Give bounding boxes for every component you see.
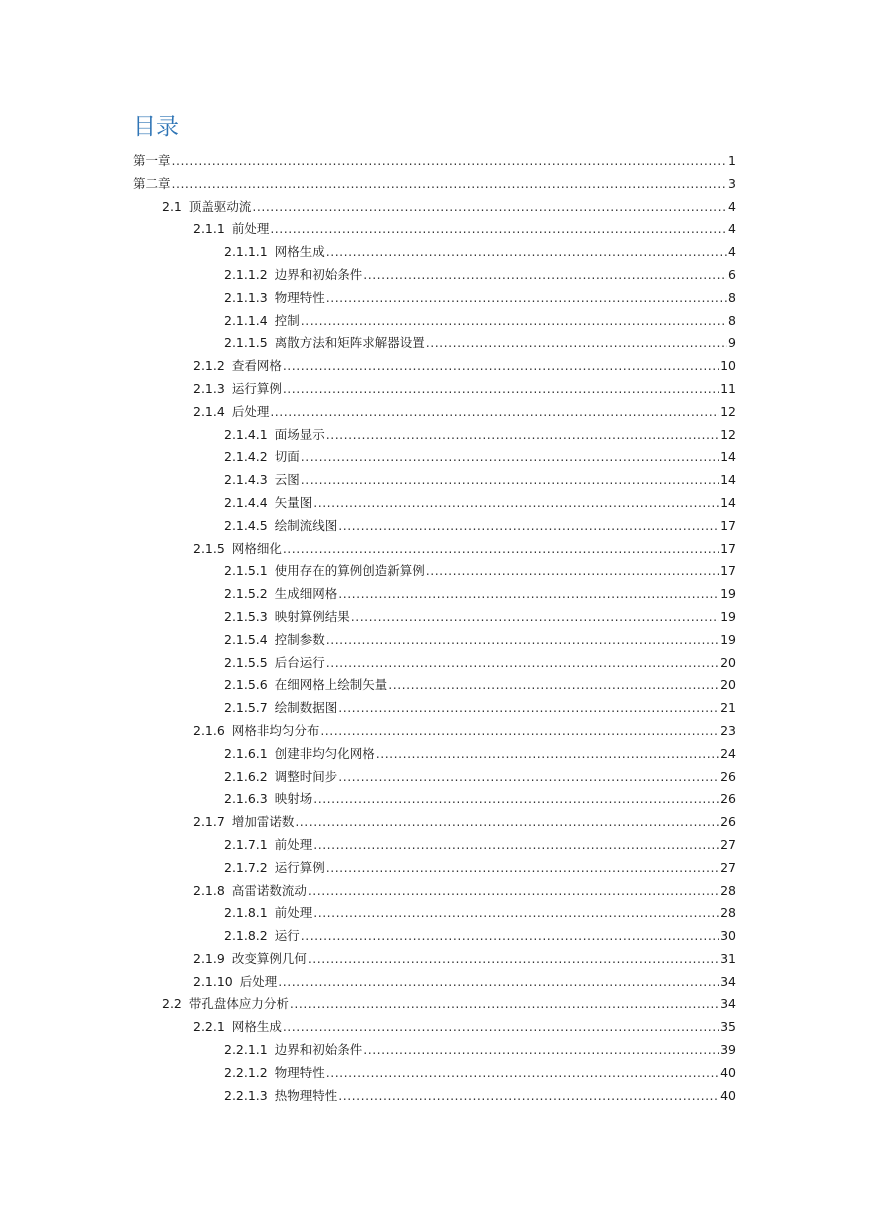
toc-entry-page: 28 [720,882,736,898]
toc-entry-title: 前处理 [231,221,270,237]
toc-entry-page: 3 [728,175,736,191]
toc-entry-page: 31 [720,950,736,966]
toc-entry-title: 绘制流线图 [274,517,338,533]
toc-entry-number: 2.1.7.1 [224,836,268,852]
toc-entry-number: 2.1 [162,198,182,214]
toc-entry-page: 10 [720,358,736,374]
toc-entry-title: 云图 [274,472,300,488]
toc-entry-page: 17 [720,540,736,556]
dot-leader [290,993,719,1016]
toc-entry-page: 11 [720,380,736,396]
toc-entry[interactable] [224,629,736,652]
toc-entry-number: 2.1.1.4 [224,312,268,328]
toc-entry-title: 运行算例 [274,859,325,875]
toc-entry-page: 19 [720,586,736,602]
dot-leader [301,925,719,948]
dot-leader [295,811,719,834]
toc-entry-title: 带孔盘体应力分析 [188,996,289,1012]
toc-entry[interactable] [224,902,736,925]
toc-entry-page: 27 [720,859,736,875]
toc-entry-title: 映射场 [274,791,313,807]
toc-entry[interactable] [133,173,736,196]
toc-entry[interactable] [224,560,736,583]
toc-entry[interactable] [224,287,736,310]
toc-entry-title: 调整时间步 [274,768,338,784]
toc-entry-number: 2.1.4.5 [224,517,268,533]
toc-entry-number: 2.1.5.7 [224,700,268,716]
toc-entry[interactable] [193,1016,736,1039]
dot-leader [363,264,727,287]
toc-entry-page: 26 [720,814,736,830]
toc-entry[interactable] [224,446,736,469]
toc-entry-title: 矢量图 [274,494,313,510]
toc-entry-page: 20 [720,677,736,693]
toc-entry-title: 运行 [274,928,300,944]
toc-entry[interactable] [224,857,736,880]
toc-entry[interactable] [224,264,736,287]
dot-leader [308,948,719,971]
toc-entry[interactable] [224,788,736,811]
toc-entry-page: 14 [720,472,736,488]
toc-entry-title: 第一章 [133,153,171,168]
toc-entry-title: 边界和初始条件 [274,1042,363,1058]
toc-entry-title: 前处理 [274,905,313,921]
toc-entry-title: 控制参数 [274,631,325,647]
toc-entry-title: 查看网格 [231,358,282,374]
toc-entry-page: 27 [720,836,736,852]
toc-entry-title: 生成细网格 [274,586,338,602]
toc-entry-title: 物理特性 [274,1064,325,1080]
toc-entry-number: 2.1.3 [193,380,225,396]
dot-leader [301,310,727,333]
toc-entry-page: 8 [728,289,736,305]
dot-leader [426,332,727,355]
toc-entry-page: 4 [728,221,736,237]
toc-entry-title: 切面 [274,449,300,465]
toc-entry-title: 后台运行 [274,654,325,670]
toc-entry-title: 热物理特性 [274,1087,338,1103]
toc-entry-number: 2.1.8.1 [224,905,268,921]
dot-leader [326,652,719,675]
toc-entry-page: 12 [720,403,736,419]
dot-leader [326,287,727,310]
toc-entry-number: 2.1.4.1 [224,426,268,442]
toc-entry-number: 2.1.5.3 [224,608,268,624]
toc-entry-page: 40 [720,1087,736,1103]
dot-leader [172,150,728,173]
toc-entry-number: 2.1.8.2 [224,928,268,944]
dot-leader [270,401,719,424]
toc-entry-number: 2.1.6.3 [224,791,268,807]
toc-entry-page: 20 [720,654,736,670]
toc-entry-number: 2.1.6 [193,722,225,738]
toc-entry-page: 14 [720,494,736,510]
toc-entry-page: 28 [720,905,736,921]
dot-leader [313,834,719,857]
toc-entry[interactable] [133,150,736,173]
toc-entry-number: 2.1.10 [193,973,233,989]
dot-leader [308,880,719,903]
toc-entry-title: 网格生成 [274,244,325,260]
toc-entry-page: 39 [720,1042,736,1058]
toc-entry-page: 35 [720,1019,736,1035]
dot-leader [301,446,719,469]
toc-entry-page: 26 [720,768,736,784]
toc-entry-page: 23 [720,722,736,738]
toc-entry[interactable] [224,1085,736,1108]
toc-entry-number: 2.1.4.2 [224,449,268,465]
toc-entry[interactable] [193,355,736,378]
dot-leader [172,173,728,196]
toc-entry-number: 2.1.1.3 [224,289,268,305]
dot-leader [270,218,727,241]
toc-entry-number: 2.1.6.2 [224,768,268,784]
dot-leader [326,241,727,264]
toc-entry-page: 14 [720,449,736,465]
dot-leader [301,469,719,492]
toc-entry-page: 19 [720,631,736,647]
toc-entry-number: 2.1.6.1 [224,745,268,761]
dot-leader [326,629,719,652]
dot-leader [326,857,719,880]
dot-leader [283,1016,719,1039]
toc-entry-title: 物理特性 [274,289,325,305]
dot-leader [338,1085,719,1108]
dot-leader [376,743,719,766]
toc-entry-page: 4 [728,198,736,214]
toc-entry[interactable] [224,697,736,720]
dot-leader [338,515,719,538]
toc-entry[interactable] [162,196,736,219]
toc-entry[interactable] [224,652,736,675]
toc-entry-title: 映射算例结果 [274,608,350,624]
toc-entry-number: 2.1.7 [193,814,225,830]
toc-entry-number: 2.2.1 [193,1019,225,1035]
toc-entry-number: 2.2.1.3 [224,1087,268,1103]
dot-leader [252,196,727,219]
toc-entry[interactable] [224,583,736,606]
toc-entry-page: 1 [728,153,736,168]
toc-entry-page: 17 [720,563,736,579]
toc-entry-title: 后处理 [239,973,278,989]
toc-entry[interactable] [224,606,736,629]
toc-entry-number: 2.1.7.2 [224,859,268,875]
dot-leader [283,355,719,378]
toc-entry-title: 绘制数据图 [274,700,338,716]
dot-leader [278,971,719,994]
toc-entry-page: 19 [720,608,736,624]
toc-entry[interactable] [224,241,736,264]
dot-leader [313,492,719,515]
toc-entry-title: 改变算例几何 [231,950,307,966]
toc-entry[interactable] [162,993,736,1016]
toc-entry-title: 在细网格上绘制矢量 [274,677,388,693]
toc-entry-title: 前处理 [274,836,313,852]
toc-entry[interactable] [224,1039,736,1062]
toc-entry-page: 8 [728,312,736,328]
toc-entry-page: 34 [720,996,736,1012]
dot-leader [326,1062,719,1085]
toc-entry-page: 17 [720,517,736,533]
toc-entry[interactable] [224,766,736,789]
toc-entry-number: 2.1.1 [193,221,225,237]
toc-entry-title: 顶盖驱动流 [188,198,252,214]
dot-leader [283,378,719,401]
dot-leader [313,902,719,925]
toc-entry-number: 2.1.5 [193,540,225,556]
toc-entry-title: 后处理 [231,403,270,419]
toc-entry[interactable] [193,401,736,424]
toc-entry-title: 使用存在的算例创造新算例 [274,563,425,579]
dot-leader [363,1039,719,1062]
toc-entry[interactable] [193,218,736,241]
dot-leader [313,788,719,811]
toc-entry-page: 9 [728,335,736,351]
toc-entry-title: 网格生成 [231,1019,282,1035]
toc-entry-number: 2.2.1.1 [224,1042,268,1058]
toc-entry-page: 30 [720,928,736,944]
toc-entry-title: 创建非均匀化网格 [274,745,375,761]
toc-entry-page: 34 [720,973,736,989]
toc-entry[interactable] [224,492,736,515]
toc-entry-title: 离散方法和矩阵求解器设置 [274,335,425,351]
toc-entry[interactable] [193,948,736,971]
toc-entry[interactable] [224,310,736,333]
toc-entry-title: 边界和初始条件 [274,266,363,282]
dot-leader [338,766,719,789]
toc-entry-number: 2.1.1.1 [224,244,268,260]
toc-entry-number: 2.1.4.4 [224,494,268,510]
toc-entry-page: 24 [720,745,736,761]
toc-entry-title: 运行算例 [231,380,282,396]
toc-entry-number: 2.1.1.2 [224,266,268,282]
toc-entry-page: 12 [720,426,736,442]
toc-entry[interactable] [193,971,736,994]
toc-entry-number: 2.1.5.6 [224,677,268,693]
toc-entry-number: 2.1.5.4 [224,631,268,647]
toc-entry[interactable] [224,1062,736,1085]
toc-entry-number: 2.1.5.5 [224,654,268,670]
toc-entry-title: 控制 [274,312,300,328]
toc-entry[interactable] [193,538,736,561]
dot-leader [426,560,719,583]
toc-entry-number: 2.1.4 [193,403,225,419]
toc-entry-number: 2.1.5.1 [224,563,268,579]
toc-title: 目录 [133,114,179,140]
toc-entry-title: 面场显示 [274,426,325,442]
toc-entry-number: 2.1.8 [193,882,225,898]
toc-entry-number: 2.2.1.2 [224,1064,268,1080]
dot-leader [338,697,719,720]
toc-entry[interactable] [193,880,736,903]
toc-entry-number: 2.1.2 [193,358,225,374]
dot-leader [338,583,719,606]
toc-entry[interactable] [224,834,736,857]
toc-entry-number: 2.1.4.3 [224,472,268,488]
toc-entry[interactable] [224,925,736,948]
toc-entry[interactable] [193,378,736,401]
toc-entry[interactable] [224,743,736,766]
toc-entry[interactable] [193,720,736,743]
toc-entry-page: 6 [728,266,736,282]
toc-entry[interactable] [224,674,736,697]
toc-entry-page: 4 [728,244,736,260]
dot-leader [351,606,719,629]
toc-entry[interactable] [224,469,736,492]
toc-entry-page: 21 [720,700,736,716]
toc-entry[interactable] [224,332,736,355]
toc-entry[interactable] [224,515,736,538]
dot-leader [388,674,719,697]
dot-leader [326,424,719,447]
toc-entry-title: 网格细化 [231,540,282,556]
dot-leader [283,538,719,561]
toc-list [0,150,869,1107]
toc-entry-title: 网格非均匀分布 [231,722,320,738]
toc-entry-page: 26 [720,791,736,807]
toc-entry-number: 2.1.9 [193,950,225,966]
toc-entry-title: 第二章 [133,175,171,191]
dot-leader [320,720,719,743]
toc-entry-number: 2.1.1.5 [224,335,268,351]
toc-entry-number: 2.1.5.2 [224,586,268,602]
toc-entry-title: 高雷诺数流动 [231,882,307,898]
toc-entry[interactable] [193,811,736,834]
toc-entry-page: 40 [720,1064,736,1080]
toc-entry-number: 2.2 [162,996,182,1012]
toc-entry-title: 增加雷诺数 [231,814,295,830]
toc-entry[interactable] [224,424,736,447]
